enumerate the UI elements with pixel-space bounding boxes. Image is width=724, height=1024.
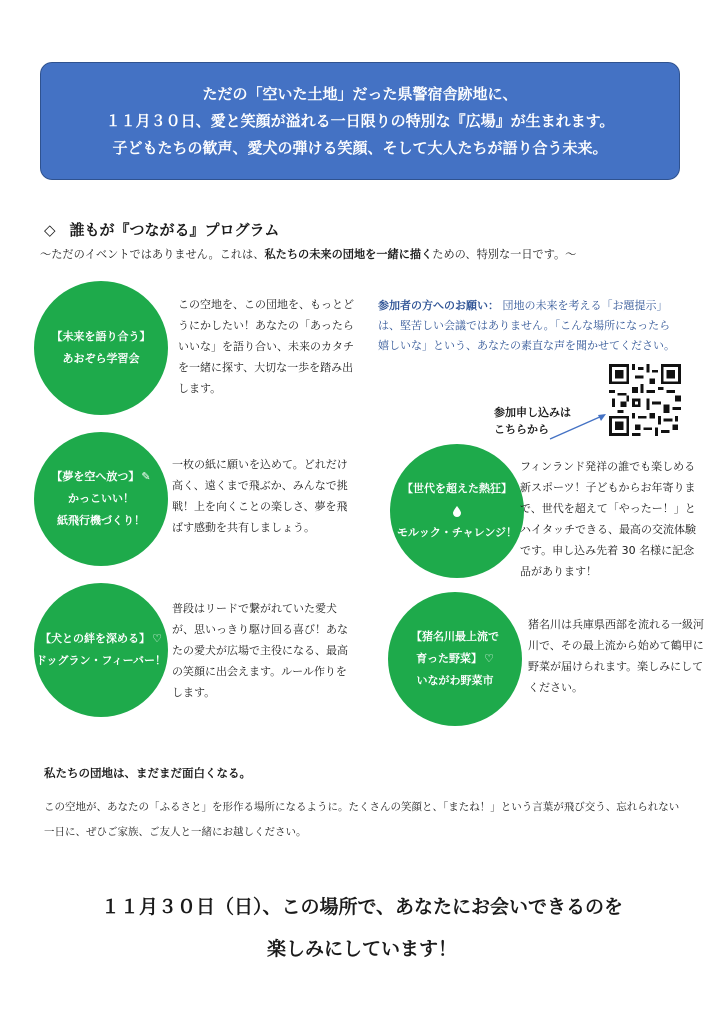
final-line-2: 楽しみにしています！ — [266, 938, 457, 960]
final-line-1: １１月３０日（日）、この場所で、あなたにお会いできるのを — [100, 896, 624, 918]
program-description-learning: この空地を、この団地を、もっとどうにかしたい！あなたの「あったらいいな」を語り合い、未来のカタチを一緒に探す、大切な一歩を踏み出します。 — [178, 298, 354, 395]
section-title — [44, 219, 279, 240]
note-label: 参加者の方へのお願い： — [378, 299, 499, 312]
program-title-line: いながわ野菜市 — [416, 674, 494, 687]
hand-icon: ✎ — [141, 470, 151, 483]
program-title-line: 【猪名川最上流で — [411, 630, 499, 643]
section-title-text: 誰もが『つながる』プログラム — [69, 221, 280, 239]
program-description-dog-run: 普段はリードで繋がれていた愛犬が、思いっきり駆け回る喜び！あなたの愛犬が広場で主役になる、最高の笑顔に出会えます。ルール作りをします。 — [172, 602, 348, 699]
participant-note — [378, 296, 678, 356]
program-title-line: 【未来を語り合う】 — [51, 330, 151, 343]
program-title-line: ドッグラン・フィーバー！ — [35, 654, 167, 667]
arrow-icon — [548, 412, 608, 442]
final-message — [0, 886, 724, 970]
closing-heading: 私たちの団地は、まだまだ面白くなる。 — [44, 766, 251, 780]
program-title-line: あおぞら学習会 — [62, 352, 140, 365]
header-banner — [40, 62, 680, 180]
banner-line-1: ただの「空いた土地」だった県警宿舎跡地に、 — [202, 84, 518, 103]
leaf-icon: ♡ — [484, 652, 494, 665]
program-circle-vegetable-market — [388, 592, 522, 726]
subtitle-text-pre: 〜ただのイベントではありません。これは、 — [40, 248, 265, 261]
subtitle-text-post: ための、特別な一日です。〜 — [432, 248, 577, 261]
program-description-paper-plane: 一枚の紙に願いを込めて。どれだけ高く、遠くまで飛ぶか、みんなで挑戦！上を向くことの楽しさ、夢を飛ばす感動を共有しましょう。 — [172, 458, 348, 534]
closing-body: この空地が、あなたの「ふるさと」を形作る場所になるように。たくさんの笑顔と、「またね！」という言葉が飛び交う、忘れられない一日に、ぜひご家族、ご友人と一緒にお越しください。 — [44, 801, 680, 838]
diamond-icon: ◇ — [44, 221, 56, 239]
qr-code[interactable] — [609, 364, 681, 436]
program-description-vegetable-market: 猪名川は兵庫県西部を流れる一級河川で、その最上流から始めて鶴甲に野菜が届けられます。楽しみにしてください。 — [528, 618, 704, 694]
program-title-line: 【世代を超えた熱狂】 — [402, 482, 512, 495]
program-title-line: 【犬との絆を深める】 — [40, 632, 151, 645]
program-description-molkky: フィンランド発祥の誰でも楽しめる新スポーツ！子どもからお年寄りまで、世代を超えて「やったー！」とハイタッチできる、最高の交流体験です。申し込み先着 30 名様に記念品があります！ — [520, 460, 696, 578]
banner-line-3: 子どもたちの歓声、愛犬の弾ける笑顔、そして大人たちが語り合う未来。 — [112, 138, 608, 157]
subtitle-text-bold: 私たちの未来の団地を一緒に描く — [264, 248, 433, 261]
paw-icon: ♡ — [152, 632, 162, 645]
program-circle-paper-plane — [34, 432, 168, 566]
apply-line-1: 参加申し込みは — [494, 406, 571, 419]
program-circle-learning — [34, 281, 168, 415]
apply-line-2: こちらから — [494, 423, 549, 436]
program-title-line: かっこいい！ — [68, 492, 134, 505]
program-title-line: 【夢を空へ放つ】 — [51, 470, 140, 483]
program-title-line: 育った野菜】 — [416, 652, 483, 665]
banner-line-2: １１月３０日、愛と笑顔が溢れる一日限りの特別な『広場』が生まれます。 — [105, 111, 615, 130]
program-title-line: モルック・チャレンジ！ — [396, 526, 518, 539]
program-circle-molkky — [390, 444, 524, 578]
section-subtitle — [40, 246, 576, 262]
note-text: 団地の未来を考える「お題提示」は、堅苦しい会議ではありません。「こんな場所になったら嬉しいな」という、あなたの素直な声を聞かせてください。 — [378, 299, 675, 352]
drop-icon — [453, 500, 461, 522]
program-circle-dog-run — [34, 583, 168, 717]
program-title-line: 紙飛行機づくり！ — [57, 514, 145, 527]
